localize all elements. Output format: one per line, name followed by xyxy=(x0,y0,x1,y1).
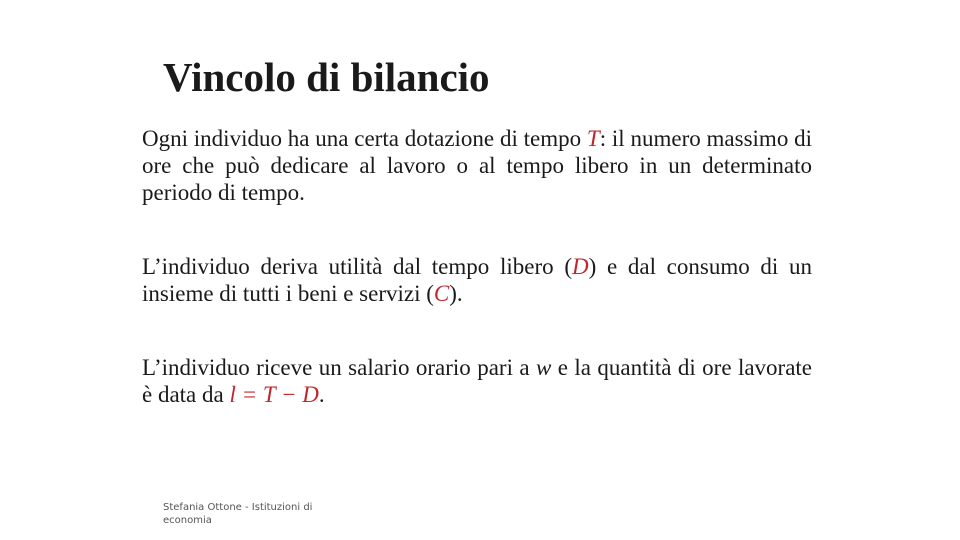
p3-text-3: . xyxy=(318,382,325,407)
slide-title: Vincolo di bilancio xyxy=(163,54,490,100)
symbol-D: D xyxy=(571,254,589,279)
p2-text-2: ) e dal consumo di un insieme di tutti i beni e servizi ( xyxy=(142,254,813,306)
formula-hours-worked: l = T − D xyxy=(229,382,319,407)
p3-text-2: e la quantità di ore lavorate è data da xyxy=(142,355,813,407)
paragraph-wage xyxy=(142,354,812,408)
p1-text-1: Ogni individuo ha una certa dotazione di tempo xyxy=(142,126,587,151)
p1-text-2: : il numero massimo di ore che può dedicare al lavoro o al tempo libero in un determinato periodo di tempo. xyxy=(142,126,812,205)
symbol-C: C xyxy=(433,281,450,306)
symbol-T: T xyxy=(586,126,600,151)
paragraph-utility xyxy=(142,253,812,307)
p2-text-1: L’individuo deriva utilità dal tempo libero ( xyxy=(142,254,572,279)
p3-text-1: L’individuo riceve un salario orario pari a xyxy=(142,355,536,380)
paragraph-time-endowment xyxy=(142,125,812,206)
symbol-w: w xyxy=(536,355,552,380)
footer-author-course: Stefania Ottone - Istituzioni di economia xyxy=(163,502,313,526)
p2-text-3: ). xyxy=(449,281,463,306)
